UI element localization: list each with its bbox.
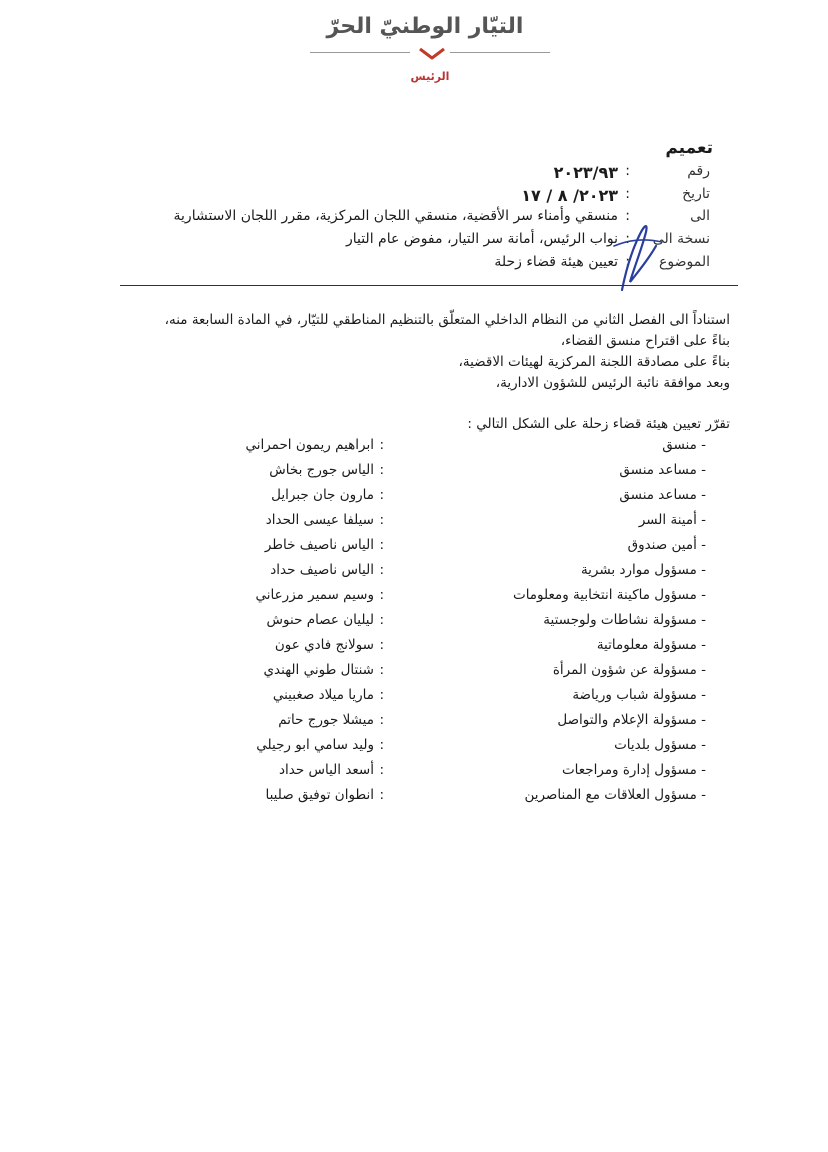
role-row (206, 687, 706, 711)
field-number-value: ٢٠٢٣/٩٣ (553, 163, 618, 182)
role-row (206, 787, 706, 811)
role-colon: : (379, 487, 384, 503)
field-to-value: منسقي وأمناء سر الأقضية، منسقي اللجان المركزية، مقرر اللجان الاستشارية (173, 208, 618, 224)
field-date-label: تاريخ (682, 186, 710, 202)
logo-mark-icon (418, 46, 446, 60)
role-row (206, 637, 706, 661)
field-subject-label: الموضوع (659, 254, 710, 270)
field-copy-to-label: نسخة الى (652, 231, 710, 247)
field-subject-value: تعيين هيئة قضاء زحلة (494, 254, 618, 270)
role-row (206, 587, 706, 611)
role-title: - مسؤولة عن شؤون المرأة (552, 662, 706, 678)
role-row (206, 612, 706, 636)
role-name: سولانج فادي عون (274, 637, 374, 653)
role-colon: : (379, 462, 384, 478)
role-colon: : (379, 587, 384, 603)
role-colon: : (379, 687, 384, 703)
role-row (206, 562, 706, 586)
role-title: - منسق (662, 437, 706, 453)
role-title: - مسؤولة نشاطات ولوجستية (543, 612, 706, 628)
decision-line: تقرّر تعيين هيئة قضاء زحلة على الشكل التالي : (467, 416, 730, 432)
field-number (140, 163, 710, 185)
field-colon: : (625, 163, 630, 179)
role-colon: : (379, 512, 384, 528)
role-name: الياس ناصيف حداد (270, 562, 374, 578)
role-colon: : (379, 537, 384, 553)
role-colon: : (379, 712, 384, 728)
role-title: - مسؤول إدارة ومراجعات (561, 762, 706, 778)
role-title: - أمينة السر (638, 512, 706, 528)
field-to-label: الى (690, 208, 710, 224)
letterhead-org-name: التيّار الوطنيّ الحرّ (326, 14, 524, 39)
role-title: - مسؤولة الإعلام والتواصل (557, 712, 706, 728)
role-row (206, 462, 706, 486)
role-name: وسيم سمير مزرعاني (255, 587, 374, 603)
document-type-title: تعميم (665, 138, 713, 158)
role-colon: : (379, 612, 384, 628)
role-colon: : (379, 562, 384, 578)
role-colon: : (379, 787, 384, 803)
role-title: - مسؤول موارد بشرية (580, 562, 706, 578)
role-name: الياس جورج بخاش (269, 462, 374, 478)
role-row (206, 737, 706, 761)
role-colon: : (379, 637, 384, 653)
role-row (206, 712, 706, 736)
role-title: - مسؤول بلديات (614, 737, 706, 753)
role-title: - أمين صندوق (627, 537, 706, 553)
field-colon: : (625, 208, 630, 224)
role-title: - مسؤول ماكينة انتخابية ومعلومات (512, 587, 706, 603)
role-colon: : (379, 762, 384, 778)
role-row (206, 662, 706, 686)
role-name: الياس ناصيف خاطر (264, 537, 374, 553)
role-title: - مساعد منسق (619, 462, 706, 478)
role-colon: : (379, 437, 384, 453)
role-name: سيلفا عيسى الحداد (265, 512, 374, 528)
field-colon: : (625, 186, 630, 202)
role-name: ميشلا جورج حاتم (278, 712, 374, 728)
field-copy-to-value: نواب الرئيس، أمانة سر التيار، مفوض عام التيار (345, 231, 618, 247)
intro-line-4: وبعد موافقة نائبة الرئيس للشؤون الادارية، (495, 375, 730, 391)
role-title: - مسؤولة معلوماتية (596, 637, 706, 653)
letterhead-office: الرئيس (410, 70, 450, 83)
role-row (206, 512, 706, 536)
role-title: - مسؤولة شباب ورياضة (572, 687, 706, 703)
field-number-label: رقم (687, 163, 710, 179)
role-name: ابراهيم ريمون احمراني (245, 437, 374, 453)
intro-line-3: بناءً على مصادقة اللجنة المركزية لهيئات الاقضية، (458, 354, 730, 370)
letterhead-rule-left (310, 52, 410, 53)
role-name: شنتال طوني الهندي (263, 662, 374, 678)
role-name: وليد سامي ابو رجيلي (256, 737, 374, 753)
role-title: - مساعد منسق (619, 487, 706, 503)
role-name: ماريا ميلاد صغبيني (272, 687, 374, 703)
role-colon: : (379, 737, 384, 753)
field-date (140, 186, 710, 208)
role-name: أسعد الياس حداد (279, 762, 374, 778)
role-row (206, 537, 706, 561)
role-colon: : (379, 662, 384, 678)
field-colon: : (625, 231, 630, 247)
role-row (206, 762, 706, 786)
field-date-value: ٢٠٢٣/ ٨ / ١٧ (521, 186, 618, 205)
role-name: مارون جان جبرايل (271, 487, 374, 503)
intro-line-1: استناداً الى الفصل الثاني من النظام الداخلي المتعلّق بالتنظيم المناطقي للتيّار، في المادة السابعة منه، (164, 312, 730, 328)
signature-icon (608, 216, 668, 296)
letterhead-rule-right (450, 52, 550, 53)
header-divider (120, 285, 738, 286)
field-colon: : (625, 254, 630, 270)
role-row (206, 437, 706, 461)
intro-line-2: بناءً على اقتراح منسق القضاء، (560, 333, 730, 349)
role-title: - مسؤول العلاقات مع المناصرين (524, 787, 706, 803)
role-name: انطوان توفيق صليبا (265, 787, 374, 803)
role-name: ليليان عصام حنوش (266, 612, 374, 628)
role-row (206, 487, 706, 511)
